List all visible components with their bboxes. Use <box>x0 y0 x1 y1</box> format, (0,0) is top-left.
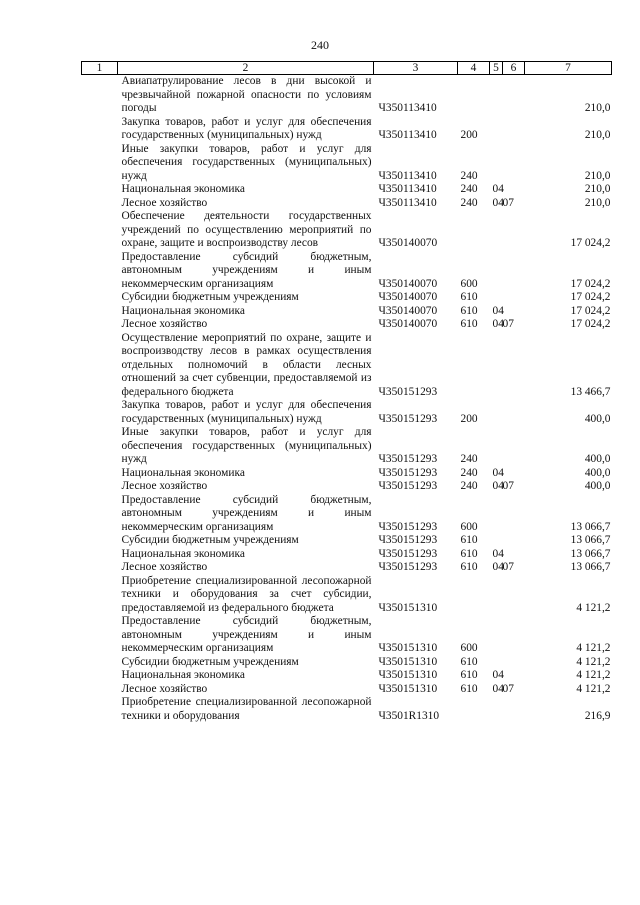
row-name: Иные закупки товаров, работ и услуг для обеспечения государственных (муниципальных) нужд <box>121 142 372 182</box>
table-row <box>82 305 612 319</box>
header-col-1: 1 <box>82 62 118 75</box>
page-number: 240 <box>311 38 329 52</box>
header-col-3: 3 <box>374 62 458 75</box>
row-subsection <box>503 143 525 184</box>
row-name: Предоставление субсидий бюджетным, автономным учреждениям и иным некоммерческим организациям <box>121 493 372 533</box>
header-col-5: 5 <box>490 62 503 75</box>
row-amount: 17 024,2 <box>570 237 611 249</box>
row-amount: 210,0 <box>584 183 611 195</box>
table-body <box>82 75 612 724</box>
cell-col-1 <box>82 210 118 251</box>
cell-col-1 <box>82 143 118 184</box>
row-subsection <box>503 656 525 670</box>
row-expense-type: 600 <box>460 277 478 290</box>
row-amount: 216,9 <box>584 709 611 722</box>
row-code: Ч350151310 <box>378 669 438 681</box>
cell-col-1 <box>82 561 118 575</box>
row-amount: 13 466,7 <box>570 385 611 398</box>
row-name: Приобретение специализированной лесопожарной техники и оборудования <box>121 696 372 722</box>
row-expense-type: 600 <box>460 520 478 533</box>
row-amount: 17 024,2 <box>570 291 611 303</box>
row-code: Ч3501R1310 <box>378 709 440 722</box>
row-amount: 210,0 <box>584 129 611 141</box>
cell-col-1 <box>82 683 118 697</box>
row-subsection <box>503 332 525 400</box>
row-section <box>490 143 503 184</box>
row-name: Субсидии бюджетным учреждениям <box>121 291 299 303</box>
row-amount: 4 121,2 <box>576 682 611 695</box>
row-amount: 13 066,7 <box>570 520 611 533</box>
row-subsection <box>503 116 525 143</box>
row-name: Национальная экономика <box>121 304 245 317</box>
cell-col-1 <box>82 75 118 116</box>
cell-col-1 <box>82 534 118 548</box>
row-amount: 4 121,2 <box>576 669 611 681</box>
row-code: Ч350113410 <box>378 129 437 141</box>
row-expense-type <box>458 575 490 616</box>
cell-col-1 <box>82 615 118 656</box>
row-subsection <box>503 534 525 548</box>
row-amount: 13 066,7 <box>570 534 611 546</box>
row-name: Авиапатрулирование лесов в дни высокой и чрезвычайной пожарной опасности по условиям погоды <box>121 75 372 114</box>
row-code: Ч350151293 <box>378 520 438 533</box>
table-row <box>82 575 612 616</box>
row-name: Лесное хозяйство <box>121 682 208 695</box>
row-section <box>490 291 503 305</box>
row-name: Субсидии бюджетным учреждениям <box>121 534 299 546</box>
row-amount: 210,0 <box>584 102 611 114</box>
row-name: Предоставление субсидий бюджетным, автономным учреждениям и иным некоммерческим организациям <box>121 250 372 290</box>
header-col-6: 6 <box>503 62 525 75</box>
row-expense-type: 610 <box>460 534 478 546</box>
row-amount: 17 024,2 <box>570 304 611 317</box>
row-expense-type: 240 <box>460 453 478 465</box>
row-section <box>490 696 503 723</box>
row-name: Лесное хозяйство <box>121 480 208 492</box>
row-subsection <box>503 183 525 197</box>
row-code: Ч350151293 <box>378 385 438 398</box>
row-subsection <box>503 494 525 535</box>
row-section <box>490 399 503 426</box>
row-subsection <box>503 210 525 251</box>
row-section: 04 <box>492 682 504 695</box>
row-section <box>490 251 503 292</box>
row-name: Лесное хозяйство <box>121 196 208 209</box>
table-row <box>82 197 612 211</box>
row-name: Субсидии бюджетным учреждениям <box>121 655 299 668</box>
cell-col-1 <box>82 332 118 400</box>
row-subsection <box>503 251 525 292</box>
row-amount: 4 121,2 <box>576 642 611 654</box>
cell-col-1 <box>82 494 118 535</box>
row-code: Ч350151293 <box>378 534 438 546</box>
row-subsection <box>503 575 525 616</box>
table-row <box>82 332 612 400</box>
row-section: 04 <box>492 183 504 195</box>
table-header <box>82 62 612 75</box>
row-amount: 13 066,7 <box>570 547 611 560</box>
row-amount: 400,0 <box>584 466 611 479</box>
row-section: 04 <box>492 669 504 681</box>
row-name: Национальная экономика <box>121 669 245 681</box>
cell-col-1 <box>82 426 118 467</box>
row-section <box>490 615 503 656</box>
table-row <box>82 656 612 670</box>
row-expense-type: 610 <box>460 318 478 330</box>
row-subsection <box>503 305 525 319</box>
cell-col-1 <box>82 480 118 494</box>
table-row <box>82 318 612 332</box>
row-expense-type <box>458 210 490 251</box>
header-col-4: 4 <box>458 62 490 75</box>
row-subsection <box>503 467 525 481</box>
table-row <box>82 683 612 697</box>
row-amount: 400,0 <box>584 480 611 492</box>
row-section: 04 <box>492 304 504 317</box>
row-expense-type: 240 <box>460 480 478 492</box>
row-expense-type: 610 <box>460 304 478 317</box>
row-section <box>490 116 503 143</box>
row-code: Ч350140070 <box>378 291 438 303</box>
cell-col-1 <box>82 197 118 211</box>
row-code: Ч350151293 <box>378 480 438 492</box>
row-amount: 400,0 <box>584 453 611 465</box>
table-row <box>82 548 612 562</box>
row-expense-type: 610 <box>460 655 478 668</box>
row-expense-type: 610 <box>460 547 478 560</box>
row-expense-type: 200 <box>460 412 478 425</box>
row-name: Закупка товаров, работ и услуг для обеспечения государственных (муниципальных) нужд <box>121 115 372 141</box>
cell-col-1 <box>82 183 118 197</box>
table-row <box>82 75 612 116</box>
table-row <box>82 480 612 494</box>
row-name: Национальная экономика <box>121 466 245 479</box>
row-name: Лесное хозяйство <box>121 561 208 573</box>
row-name: Лесное хозяйство <box>121 318 208 330</box>
row-section <box>490 656 503 670</box>
header-col-7: 7 <box>525 62 612 75</box>
row-code: Ч350151293 <box>378 466 438 479</box>
cell-col-1 <box>82 575 118 616</box>
row-section: 04 <box>492 318 504 330</box>
row-code: Ч350151310 <box>378 601 438 614</box>
row-code: Ч350151293 <box>378 453 438 465</box>
row-subsection: 07 <box>502 480 514 492</box>
row-name: Национальная экономика <box>121 547 245 560</box>
row-code: Ч350140070 <box>378 277 438 290</box>
row-section <box>490 332 503 400</box>
header-row <box>82 62 612 75</box>
row-subsection <box>503 669 525 683</box>
row-expense-type: 610 <box>460 291 478 303</box>
table-row <box>82 494 612 535</box>
row-amount: 17 024,2 <box>570 277 611 290</box>
row-section <box>490 534 503 548</box>
cell-col-1 <box>82 291 118 305</box>
row-subsection: 07 <box>502 196 514 209</box>
cell-col-1 <box>82 318 118 332</box>
row-subsection <box>503 696 525 723</box>
table-row <box>82 534 612 548</box>
row-expense-type: 200 <box>460 129 478 141</box>
row-name: Обеспечение деятельности государственных учреждений по осуществлению мероприятий по охране, защите и воспроизводству лесов <box>121 210 372 249</box>
cell-col-1 <box>82 116 118 143</box>
row-code: Ч350113410 <box>378 196 437 209</box>
cell-col-1 <box>82 399 118 426</box>
row-expense-type: 240 <box>460 196 478 209</box>
cell-col-1 <box>82 467 118 481</box>
row-section <box>490 426 503 467</box>
row-section <box>490 210 503 251</box>
row-subsection: 07 <box>502 682 514 695</box>
row-name: Иные закупки товаров, работ и услуг для обеспечения государственных (муниципальных) нужд <box>121 426 372 465</box>
budget-table <box>81 61 612 723</box>
row-subsection <box>503 426 525 467</box>
header-col-2: 2 <box>118 62 374 75</box>
row-expense-type <box>458 75 490 116</box>
row-code: Ч350151310 <box>378 655 438 668</box>
cell-col-1 <box>82 305 118 319</box>
row-code: Ч350113410 <box>378 102 437 114</box>
table-row <box>82 426 612 467</box>
row-code: Ч350140070 <box>378 304 438 317</box>
cell-col-1 <box>82 548 118 562</box>
row-amount: 4 121,2 <box>576 655 611 668</box>
row-section <box>490 575 503 616</box>
row-section: 04 <box>492 196 504 209</box>
row-code: Ч350140070 <box>378 237 438 249</box>
row-subsection <box>503 548 525 562</box>
row-section <box>490 75 503 116</box>
row-amount: 4 121,2 <box>576 601 611 614</box>
row-name: Закупка товаров, работ и услуг для обеспечения государственных (муниципальных) нужд <box>121 399 372 425</box>
row-section: 04 <box>492 466 504 479</box>
row-code: Ч350151293 <box>378 547 438 560</box>
row-code: Ч350113410 <box>378 169 437 182</box>
table-row <box>82 251 612 292</box>
cell-col-1 <box>82 669 118 683</box>
row-subsection: 07 <box>502 318 514 330</box>
table-row <box>82 183 612 197</box>
row-code: Ч350113410 <box>378 183 437 195</box>
row-section: 04 <box>492 561 504 573</box>
row-section: 04 <box>492 547 504 560</box>
table-row <box>82 669 612 683</box>
table-row <box>82 291 612 305</box>
row-code: Ч350140070 <box>378 318 438 330</box>
row-subsection <box>503 75 525 116</box>
row-expense-type: 240 <box>460 466 478 479</box>
row-section <box>490 494 503 535</box>
row-expense-type <box>458 696 490 723</box>
row-section: 04 <box>492 480 504 492</box>
row-expense-type: 240 <box>460 169 478 182</box>
row-expense-type: 600 <box>460 642 478 654</box>
row-name: Национальная экономика <box>121 183 245 195</box>
row-amount: 13 066,7 <box>570 561 611 573</box>
row-code: Ч350151293 <box>378 561 438 573</box>
row-subsection <box>503 399 525 426</box>
row-amount: 210,0 <box>584 169 611 182</box>
row-subsection <box>503 615 525 656</box>
cell-col-1 <box>82 656 118 670</box>
row-name: Приобретение специализированной лесопожарной техники и оборудования за счет субсидии, предоставляемой из федерального бюджета <box>121 574 372 614</box>
row-expense-type: 240 <box>460 183 478 195</box>
table-row <box>82 116 612 143</box>
row-amount: 210,0 <box>584 196 611 209</box>
table-row <box>82 399 612 426</box>
table-row <box>82 143 612 184</box>
row-code: Ч350151310 <box>378 642 438 654</box>
row-amount: 17 024,2 <box>570 318 611 330</box>
table-row <box>82 467 612 481</box>
row-amount: 400,0 <box>584 412 611 425</box>
row-expense-type: 610 <box>460 561 478 573</box>
row-subsection: 07 <box>502 561 514 573</box>
table-row <box>82 210 612 251</box>
row-expense-type <box>458 332 490 400</box>
table-row <box>82 696 612 723</box>
row-name: Предоставление субсидий бюджетным, автономным учреждениям и иным некоммерческим организациям <box>121 615 372 654</box>
cell-col-1 <box>82 251 118 292</box>
row-code: Ч350151293 <box>378 412 438 425</box>
table-row <box>82 561 612 575</box>
row-code: Ч350151310 <box>378 682 438 695</box>
row-expense-type: 610 <box>460 669 478 681</box>
row-name: Осуществление мероприятий по охране, защите и воспроизводству лесов в рамках осуществления отдельных полномочий в области лесных отношений за счет субвенции, предоставляемой из федерального бюджета <box>121 331 372 398</box>
row-expense-type: 610 <box>460 682 478 695</box>
cell-col-1 <box>82 696 118 723</box>
row-subsection <box>503 291 525 305</box>
table-row <box>82 615 612 656</box>
